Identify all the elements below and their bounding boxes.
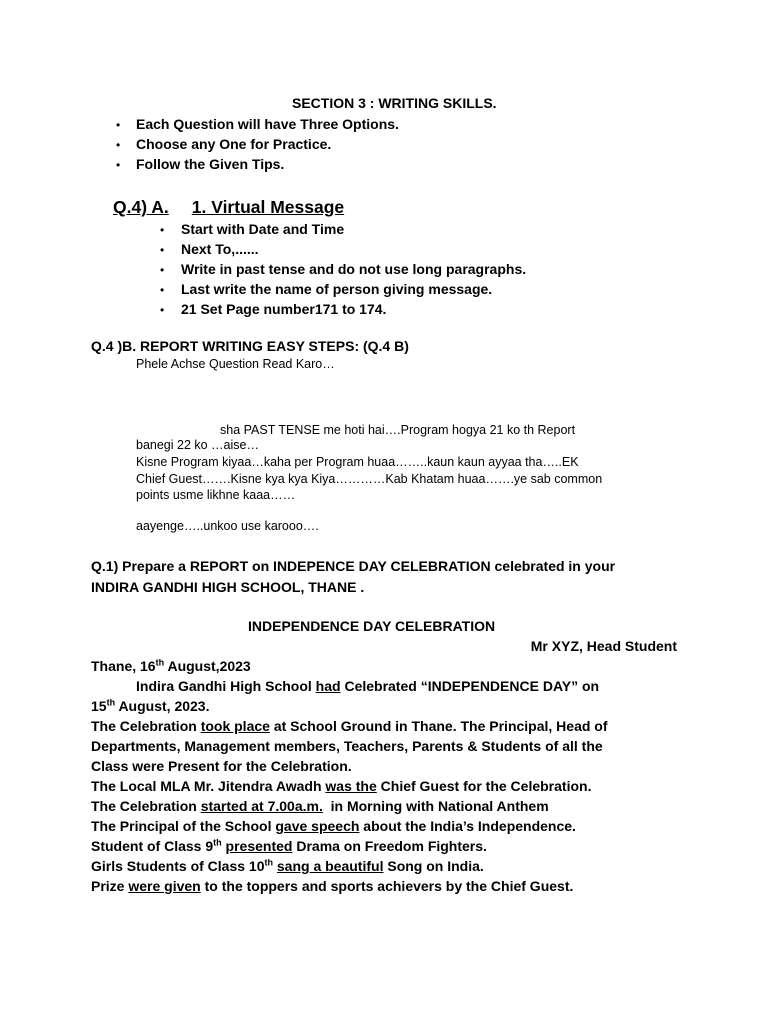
dateline-text-2: August,2023 [164,658,251,674]
q4a-bullet-2: Next To,...... [181,241,259,257]
q4a-bullet-1: Start with Date and Time [181,221,345,237]
text: The Local MLA Mr. Jitendra Awadh [91,778,326,794]
report-para-7 [91,798,549,814]
q4b-line-6: points usme likhne kaaa…… [136,488,296,502]
q4a-bullet-5: 21 Set Page number171 to 174. [181,301,387,317]
underlined-text: presented [225,838,293,854]
report-para-11 [91,878,573,894]
report-para-2 [91,698,209,714]
section-title: SECTION 3 : WRITING SKILLS. [292,95,497,111]
report-para-3 [91,718,608,734]
report-para-6 [91,778,591,794]
bullet-icon: • [160,223,165,237]
text: Girls Students of Class 10 [91,858,265,874]
q4b-line-1: Phele Achse Question Read Karo… [136,357,335,371]
text: Indira Gandhi High School [136,678,316,694]
underlined-text: took place [200,718,270,734]
bullet-icon: • [116,158,121,172]
q4b-line-3: banegi 22 ko …aise… [136,438,259,452]
q4a-heading [113,197,344,218]
sup-text: th [213,837,222,848]
bullet-icon: • [160,243,165,257]
report-para-1 [136,678,599,694]
text: at School Ground in Thane. The Principal, Head of [269,718,608,734]
text: Song on India. [383,858,484,874]
text: 15 [91,698,107,714]
text: The Principal of the School [91,818,276,834]
report-para-9 [91,838,487,854]
q4b-line-4: Kisne Program kiyaa…kaha per Program huaa……..kaun kaun ayyaa tha…..EK [136,455,579,469]
bullet-icon: • [116,138,121,152]
text: about the India’s Independence. [359,818,576,834]
report-dateline [91,658,251,674]
report-para-10 [91,858,484,874]
report-title: INDEPENDENCE DAY CELEBRATION [248,618,496,634]
underlined-text: sang a beautiful [276,858,384,874]
text: Prize [91,878,129,894]
underlined-text: started at 7.00a.m. [200,798,323,814]
text: August, 2023. [115,698,210,714]
bullet-icon: • [160,303,165,317]
report-byline: Mr XYZ, Head Student [530,638,677,654]
intro-bullet-1: Each Question will have Three Options. [136,116,399,132]
underlined-text: gave speech [275,818,360,834]
q4b-line-7: aayenge…..unkoo use karooo…. [136,519,319,533]
bullet-icon: • [160,263,165,277]
sup-text: th [106,697,116,708]
text: Celebrated “INDEPENDENCE DAY” on [340,678,600,694]
q4b-heading: Q.4 )B. REPORT WRITING EASY STEPS: (Q.4 B) [91,338,409,354]
q4a-bullet-4: Last write the name of person giving message. [181,281,493,297]
text: The Celebration [91,798,201,814]
text: The Celebration [91,718,201,734]
q4a-bullet-3: Write in past tense and do not use long paragraphs. [181,261,527,277]
dateline-text: Thane, 16 [91,658,156,674]
underlined-text: was the [325,778,377,794]
underlined-text: were given [128,878,201,894]
dateline-sup: th [155,657,165,668]
bullet-icon: • [116,118,121,132]
q4b-line-5: Chief Guest…….Kisne kya kya Kiya…………Kab Khatam huaa…….ye sab common [136,472,603,486]
text: Student of Class 9 [91,838,214,854]
sup-text: th [264,857,273,868]
intro-bullet-2: Choose any One for Practice. [136,136,332,152]
q1-line-1: Q.1) Prepare a REPORT on INDEPENCE DAY CELEBRATION celebrated in your [91,558,616,574]
q1-line-2: INDIRA GANDHI HIGH SCHOOL, THANE . [91,579,365,595]
report-para-5: Class were Present for the Celebration. [91,758,352,774]
q4b-line-2: sha PAST TENSE me hoti hai….Program hogya 21 ko th Report [220,423,576,437]
report-para-4: Departments, Management members, Teachers, Parents & Students of all the [91,738,603,754]
text: in Morning with National Anthem [322,798,549,814]
q4a-title: 1. Virtual Message [191,197,345,217]
bullet-icon: • [160,283,165,297]
text: to the toppers and sports achievers by the Chief Guest. [200,878,574,894]
text: Chief Guest for the Celebration. [376,778,592,794]
text: Drama on Freedom Fighters. [292,838,487,854]
intro-bullet-3: Follow the Given Tips. [136,156,285,172]
underlined-text: had [315,678,341,694]
report-para-8 [91,818,576,834]
q4a-prefix: Q.4) A. [113,197,169,217]
